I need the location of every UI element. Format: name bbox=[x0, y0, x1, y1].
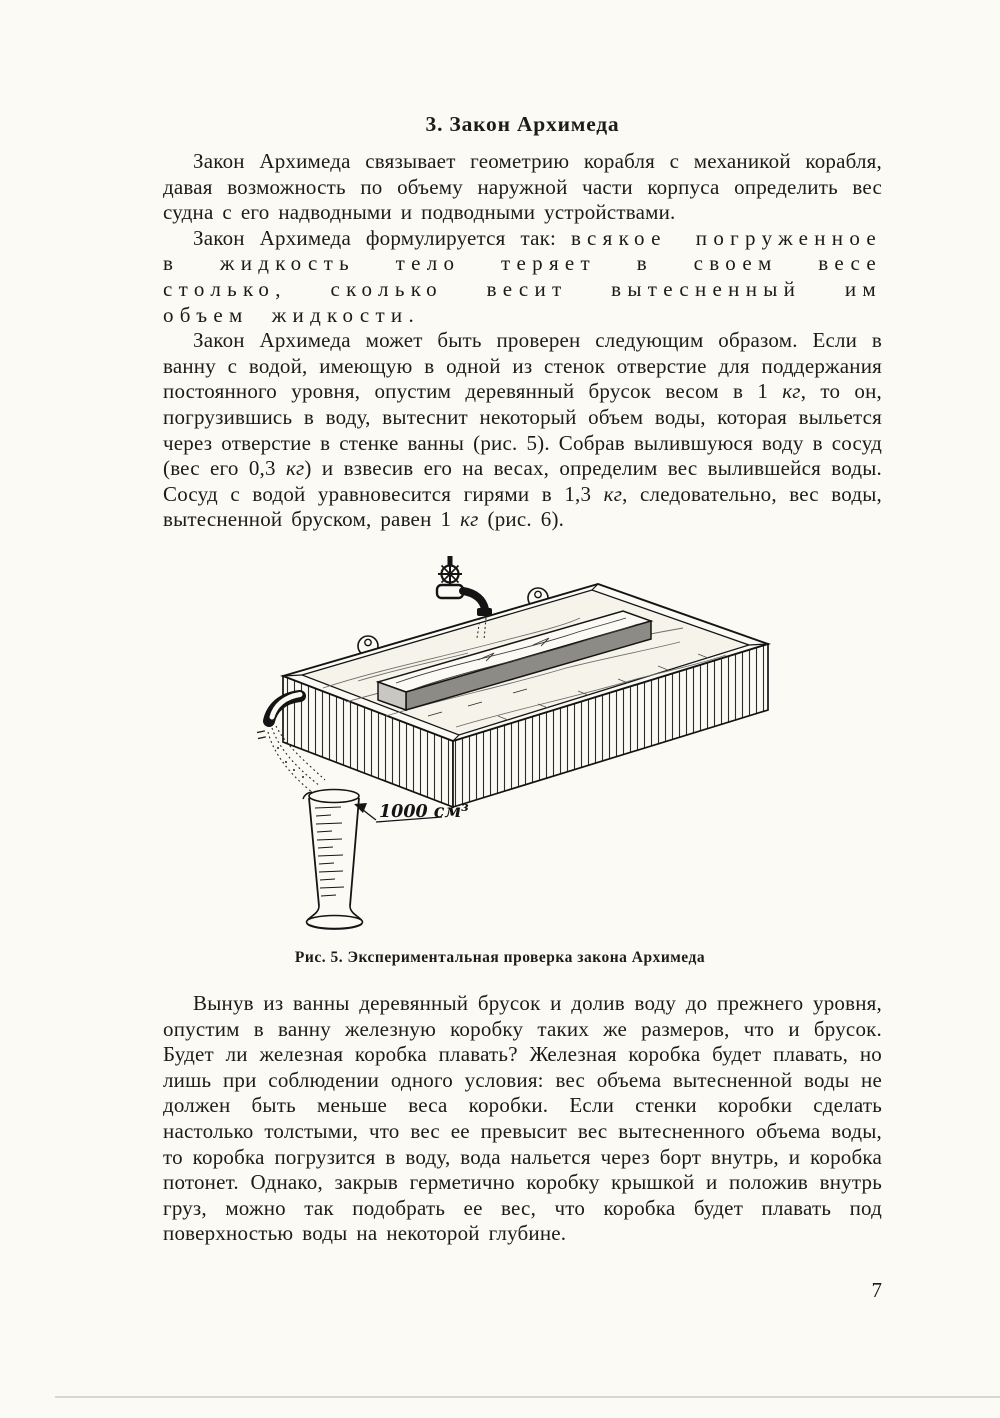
text-run: , следовательно, вес воды, вытесненной бруском, равен 1 bbox=[163, 481, 882, 532]
text-run: всякое погруженное в жидкость тело теряет в своем весе столько, сколько весит вытесненный им объем жидкости. bbox=[163, 225, 883, 327]
text-run: Закон Архимеда может быть проверен следующим образом. Если в ванну с водой, имеющую в одной из стенок отверстие для поддержания постоянного уровня, опустим деревянный брусок весом в 1 bbox=[163, 328, 882, 404]
text-run: Закон Архимеда связывает геометрию корабля с механикой корабля, давая возможность по объему наружной части корпуса определить вес судна с его надводными и подводными устройствами. bbox=[163, 149, 882, 225]
text-run: кг bbox=[460, 507, 479, 532]
text-run: кг bbox=[782, 379, 801, 404]
text-run: Закон Архимеда формулируется так: bbox=[193, 225, 571, 250]
volume-annotation bbox=[354, 802, 469, 822]
paragraph bbox=[163, 226, 882, 328]
volume-label: 1000 см³ bbox=[379, 802, 469, 822]
scan-artifact-line bbox=[55, 1396, 1000, 1398]
archimedes-experiment-drawing bbox=[228, 556, 853, 948]
graduation-marks bbox=[315, 807, 344, 896]
bath-tank bbox=[283, 584, 768, 807]
text-run: Вынув из ванны деревянный брусок и долив воду до прежнего уровня, опустим в ванну железную коробку таких же размеров, что и брусок. Будет ли железная коробка плавать? Железная коробка будет плавать, но лишь при соблюдении одного условия: вес объема вытесненной воды не должен быть меньше веса коробки. Если стенки коробки сделать настолько толстыми, что вес ее превысит вес вытесненного объема воды, то коробка погрузится в воду, вода нальется через борт внутрь, и коробка потонет. Однако, закрыв герметично коробку крышкой и положив внутрь груз, можно так подобрать ее вес, что коробка будет плавать под поверхностью воды на некоторой глубине. bbox=[163, 991, 882, 1246]
page-number: 7 bbox=[871, 1278, 882, 1302]
text-run: кг bbox=[603, 481, 623, 506]
figure-caption: Рис. 5. Экспериментальная проверка закона Архимеда bbox=[294, 949, 706, 966]
text-run: (рис. 6). bbox=[478, 507, 565, 532]
paragraph bbox=[163, 149, 882, 226]
measuring-cylinder bbox=[303, 790, 363, 930]
body-text-bottom bbox=[163, 991, 882, 1247]
figure-illustration bbox=[228, 556, 853, 948]
text-run: , то он, погрузившись в воду, вытеснит некоторый объем воды, которая выльется через отверстие в стенке ванны (рис. 5). Собрав вылившуюся воду в сосуд (вес его 0,3 bbox=[163, 379, 882, 481]
paragraph bbox=[163, 991, 882, 1247]
text-run: ) и взвесив его на весах, определим вес вылившейся воды. Сосуд с водой уравновесится гирями в 1,3 bbox=[163, 456, 882, 506]
paragraph bbox=[163, 328, 882, 533]
text-run: кг bbox=[285, 456, 305, 481]
body-text-top bbox=[163, 149, 882, 533]
section-heading: 3. Закон Архимеда bbox=[425, 112, 620, 136]
